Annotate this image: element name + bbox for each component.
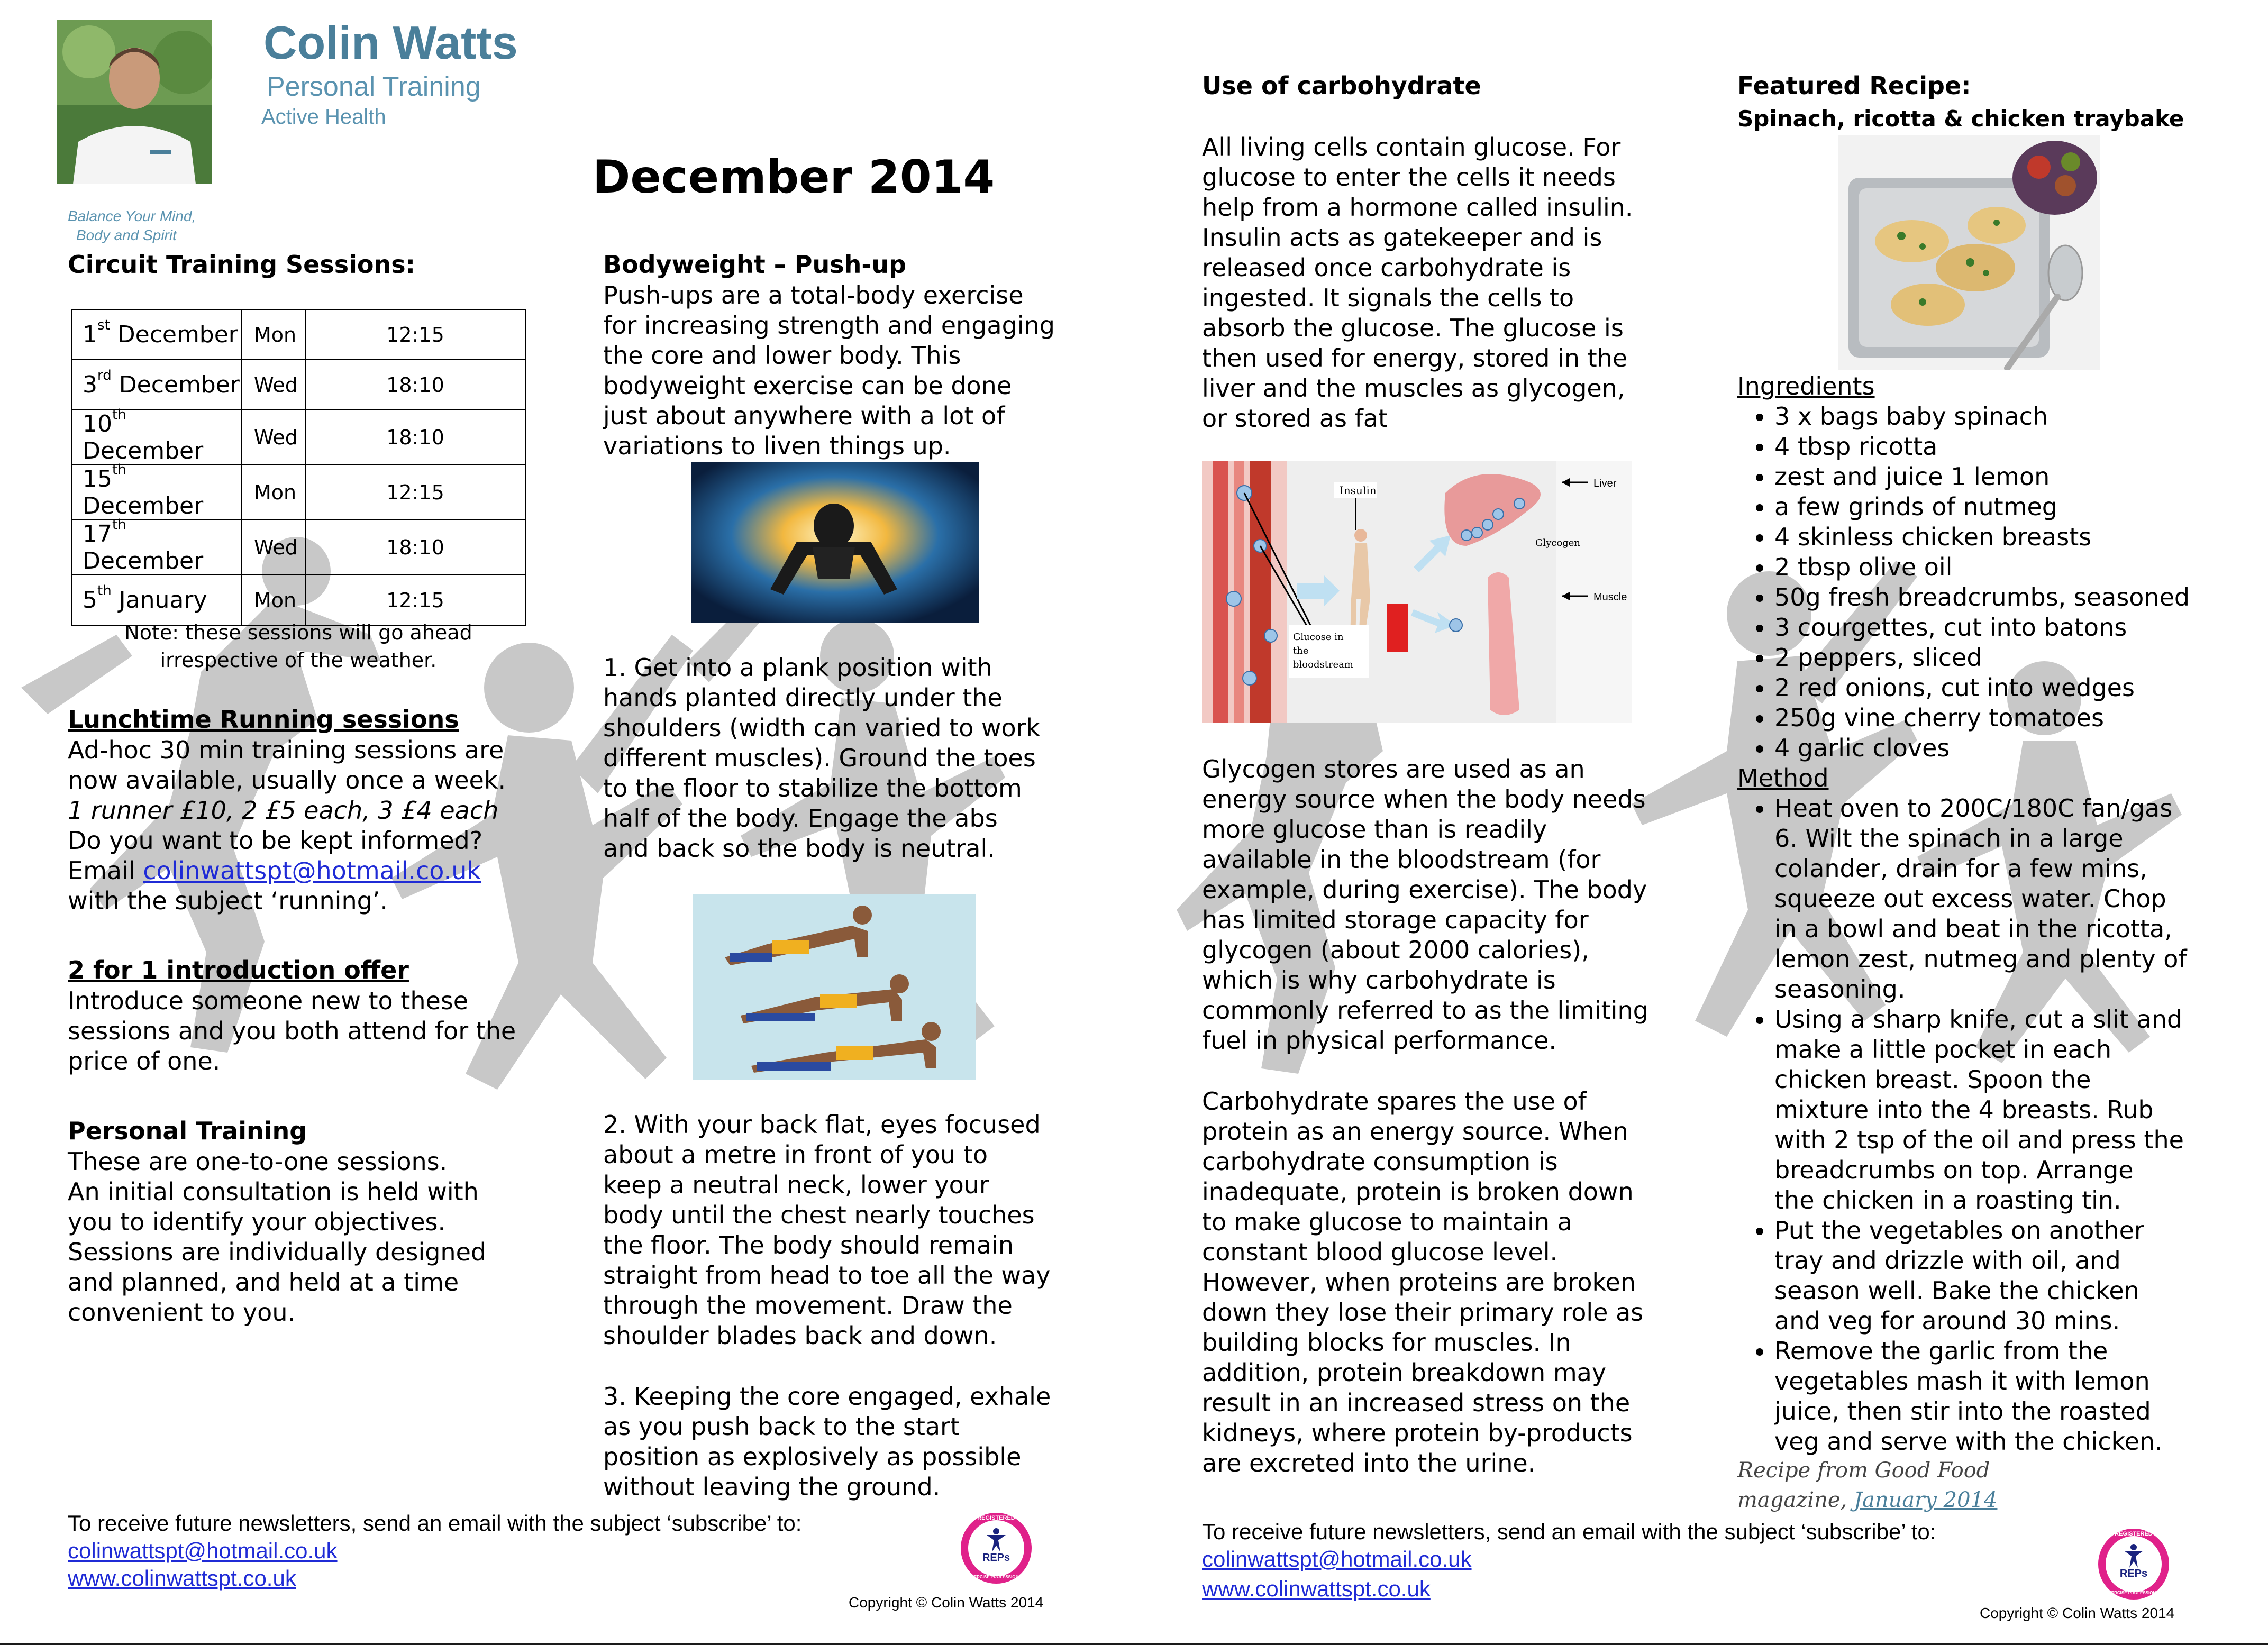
text-line: for increasing strength and engaging bbox=[603, 311, 1055, 340]
footer-copyright-right: Copyright © Colin Watts 2014 bbox=[1980, 1605, 2175, 1621]
diagram-glucose-label-1: Glucose in bbox=[1293, 632, 1344, 643]
text-line: mixture into the 4 breasts. Rub bbox=[1774, 1095, 2154, 1124]
text-line: shoulder blades back and down. bbox=[603, 1321, 997, 1350]
text-line: half of the body. Engage the abs bbox=[603, 804, 998, 833]
text-line: through the movement. Draw the bbox=[603, 1291, 1013, 1320]
recipe-heading: Featured Recipe: bbox=[1737, 71, 1971, 100]
method-heading: Method bbox=[1737, 764, 1829, 792]
newsletter-page-right bbox=[1134, 0, 2268, 1645]
session-date: 17th December bbox=[71, 520, 242, 575]
text-line: has limited storage capacity for bbox=[1202, 906, 1589, 934]
session-time: 18:10 bbox=[305, 410, 525, 465]
session-time: 12:15 bbox=[305, 575, 525, 625]
text-line: veg and serve with the chicken. bbox=[1774, 1427, 2163, 1456]
text-line: constant blood glucose level. bbox=[1202, 1238, 1558, 1266]
circuit-heading: Circuit Training Sessions: bbox=[68, 250, 416, 279]
pushup-step3 bbox=[603, 1382, 1111, 1502]
tagline-2: Body and Spirit bbox=[76, 227, 177, 243]
text-line: protein as an energy source. When bbox=[1202, 1117, 1628, 1146]
text-line: absorb the glucose. The glucose is bbox=[1202, 314, 1624, 342]
session-date: 10th December bbox=[71, 410, 242, 465]
text-line: kidneys, where protein by-products bbox=[1202, 1419, 1633, 1447]
diagram-insulin-label: Insulin bbox=[1340, 484, 1377, 497]
text-line: more glucose than is readily bbox=[1202, 815, 1547, 844]
text-line: vegetables mash it with lemon bbox=[1774, 1367, 2150, 1395]
sessions-note: Note: these sessions will go ahead irrespective of the weather. bbox=[124, 621, 472, 672]
list-item: • 250g vine cherry tomatoes bbox=[1774, 703, 2245, 733]
text-line: 2. With your back flat, eyes focused bbox=[603, 1110, 1041, 1139]
session-date: 3rd December bbox=[71, 360, 242, 410]
text-line: the core and lower body. This bbox=[603, 341, 961, 370]
text-line: and back so the body is neutral. bbox=[603, 834, 995, 863]
text-line: to make glucose to maintain a bbox=[1202, 1208, 1572, 1236]
issue-title: December 2014 bbox=[593, 151, 995, 204]
method-step bbox=[1774, 1004, 2245, 1216]
text-line: 1. Get into a plank position with bbox=[603, 653, 992, 682]
pushup-step2 bbox=[603, 1110, 1111, 1351]
text-line: inadequate, protein is broken down bbox=[1202, 1177, 1634, 1206]
method-list bbox=[1737, 793, 2245, 1457]
list-item: • 4 skinless chicken breasts bbox=[1774, 522, 2245, 552]
pushup-heading: Bodyweight – Push-up bbox=[603, 250, 907, 279]
text-line: make a little pocket in each bbox=[1774, 1035, 2112, 1064]
text-line: then used for energy, stored in the bbox=[1202, 344, 1628, 372]
text-line: ingested. It signals the cells to bbox=[1202, 284, 1574, 312]
text-line: to the floor to stabilize the bottom bbox=[603, 774, 1022, 802]
text-line: result in an increased stress on the bbox=[1202, 1388, 1631, 1417]
text-line: as you push back to the start bbox=[603, 1412, 960, 1441]
offer-text: Introduce someone new to these sessions and you both attend for the price of one. bbox=[68, 986, 516, 1075]
text-line: with 2 tsp of the oil and press the bbox=[1774, 1126, 2184, 1154]
text-line: • Put the vegetables on another bbox=[1774, 1216, 2144, 1245]
footer-email-link[interactable]: colinwattspt@hotmail.co.uk bbox=[68, 1538, 338, 1563]
carb-heading: Use of carbohydrate bbox=[1202, 71, 1481, 100]
tagline-1: Balance Your Mind, bbox=[68, 208, 196, 224]
pushup-photo bbox=[691, 462, 979, 623]
text-line: lemon zest, nutmeg and plenty of bbox=[1774, 945, 2187, 973]
table-row bbox=[71, 465, 525, 520]
text-line: Insulin acts as gatekeeper and is bbox=[1202, 223, 1602, 252]
text-line: variations to liven things up. bbox=[603, 432, 951, 460]
recipe-credit-link[interactable]: January 2014 bbox=[1853, 1488, 1998, 1512]
carb-para3 bbox=[1202, 1086, 1699, 1478]
pushup-intro bbox=[603, 280, 1111, 461]
diagram-glucose-label-2: the bbox=[1293, 645, 1309, 656]
text-line: 6. Wilt the spinach in a large bbox=[1774, 824, 2124, 853]
session-day: Mon bbox=[242, 309, 305, 360]
reps-figure-icon-right bbox=[2123, 1543, 2144, 1568]
text-line: addition, protein breakdown may bbox=[1202, 1358, 1607, 1387]
table-row bbox=[71, 575, 525, 625]
list-item: • 4 garlic cloves bbox=[1774, 733, 2245, 763]
running-email-link[interactable]: colinwattspt@hotmail.co.uk bbox=[143, 856, 481, 885]
running-heading: Lunchtime Running sessions bbox=[68, 705, 459, 734]
list-item: • 2 tbsp olive oil bbox=[1774, 552, 2245, 582]
table-row bbox=[71, 410, 525, 465]
text-line: shoulders (width can varied to work bbox=[603, 714, 1041, 742]
glucose-diagram bbox=[1202, 461, 1632, 723]
text-line: breadcrumbs on top. Arrange bbox=[1774, 1156, 2134, 1184]
footer-copyright: Copyright © Colin Watts 2014 bbox=[849, 1594, 1044, 1611]
text-line: Carbohydrate spares the use of bbox=[1202, 1087, 1587, 1116]
footer-email-link-right[interactable]: colinwattspt@hotmail.co.uk bbox=[1202, 1547, 1472, 1571]
text-line: energy source when the body needs bbox=[1202, 785, 1646, 814]
text-line: • Remove the garlic from the bbox=[1774, 1337, 2108, 1365]
text-line: season well. Bake the chicken bbox=[1774, 1276, 2139, 1305]
page-border-bottom bbox=[0, 1643, 2268, 1645]
text-line: available in the bloodstream (for bbox=[1202, 845, 1601, 874]
text-line: which is why carbohydrate is bbox=[1202, 966, 1556, 994]
offer-heading: 2 for 1 introduction offer bbox=[68, 956, 409, 984]
text-line: down they lose their primary role as bbox=[1202, 1298, 1644, 1327]
list-item: • zest and juice 1 lemon bbox=[1774, 462, 2245, 492]
text-line: liver and the muscles as glycogen, bbox=[1202, 374, 1625, 403]
recipe-title: Spinach, ricotta & chicken traybake bbox=[1737, 106, 2184, 132]
reps-badge-right: REGISTERED REPs EXERCISE PROFESSIONAL bbox=[2098, 1529, 2169, 1600]
text-line: Push-ups are a total-body exercise bbox=[603, 281, 1024, 309]
text-line: example, during exercise). The body bbox=[1202, 875, 1647, 904]
text-line: fuel in physical performance. bbox=[1202, 1026, 1557, 1055]
text-line: and veg for around 30 mins. bbox=[1774, 1306, 2120, 1335]
list-item: • 2 peppers, sliced bbox=[1774, 643, 2245, 673]
brand-name: Colin Watts bbox=[263, 16, 518, 69]
text-line: All living cells contain glucose. For bbox=[1202, 133, 1621, 161]
text-line: hands planted directly under the bbox=[603, 683, 1003, 712]
text-line: straight from head to toe all the way bbox=[603, 1261, 1051, 1290]
method-step bbox=[1774, 1216, 2245, 1336]
text-line: body until the chest nearly touches bbox=[603, 1201, 1035, 1229]
carb-para2 bbox=[1202, 754, 1699, 1056]
session-day: Mon bbox=[242, 465, 305, 520]
list-item: • 3 x bags baby spinach bbox=[1774, 401, 2245, 432]
pushup-illustration bbox=[693, 894, 976, 1080]
text-line: keep a neutral neck, lower your bbox=[603, 1171, 989, 1199]
session-day: Wed bbox=[242, 410, 305, 465]
list-item: • 4 tbsp ricotta bbox=[1774, 432, 2245, 462]
text-line: seasoning. bbox=[1774, 975, 1906, 1003]
list-item: • 50g fresh breadcrumbs, seasoned bbox=[1774, 582, 2245, 613]
text-line: colander, drain for a few mins, bbox=[1774, 854, 2147, 883]
reps-badge: REGISTERED REPs EXERCISE PROFESSIONAL bbox=[961, 1513, 1032, 1584]
session-time: 12:15 bbox=[305, 309, 525, 360]
ingredients-heading: Ingredients bbox=[1737, 372, 1875, 400]
sessions-table bbox=[71, 309, 526, 626]
footer-website-link-right[interactable]: www.colinwattspt.co.uk bbox=[1202, 1576, 1431, 1601]
recipe-photo bbox=[1838, 135, 2100, 370]
list-item: • 2 red onions, cut into wedges bbox=[1774, 673, 2245, 703]
trainer-photo bbox=[57, 20, 212, 184]
text-line: juice, then stir into the roasted bbox=[1774, 1397, 2151, 1425]
method-step bbox=[1774, 793, 2245, 1004]
table-row bbox=[71, 309, 525, 360]
session-time: 18:10 bbox=[305, 520, 525, 575]
session-day: Wed bbox=[242, 520, 305, 575]
table-row bbox=[71, 360, 525, 410]
pt-heading: Personal Training bbox=[68, 1117, 307, 1145]
session-date: 1st December bbox=[71, 309, 242, 360]
text-line: glucose to enter the cells it needs bbox=[1202, 163, 1616, 191]
text-line: about a metre in front of you to bbox=[603, 1140, 988, 1169]
brand-line2: Active Health bbox=[261, 105, 386, 129]
session-date: 15th December bbox=[71, 465, 242, 520]
text-line: 3. Keeping the core engaged, exhale bbox=[603, 1382, 1051, 1411]
recipe-credit: Recipe from Good Food magazine, January 2014 bbox=[1737, 1458, 1998, 1512]
text-line: the chicken in a roasting tin. bbox=[1774, 1186, 2121, 1214]
method-step bbox=[1774, 1336, 2245, 1457]
pushup-step1 bbox=[603, 653, 1111, 864]
carb-para1 bbox=[1202, 132, 1699, 434]
text-line: chicken breast. Spoon the bbox=[1774, 1065, 2091, 1094]
text-line: just about anywhere with a lot of bbox=[603, 401, 1005, 430]
text-line: without leaving the ground. bbox=[603, 1473, 941, 1501]
text-line: commonly referred to as the limiting bbox=[1202, 996, 1648, 1025]
list-item: • a few grinds of nutmeg bbox=[1774, 492, 2245, 522]
text-line: squeeze out excess water. Chop bbox=[1774, 884, 2166, 913]
text-line: the floor. The body should remain bbox=[603, 1231, 1014, 1259]
text-line: released once carbohydrate is bbox=[1202, 253, 1571, 282]
footer-subscribe: To receive future newsletters, send an email with the subject ‘subscribe’ to: bbox=[68, 1511, 802, 1536]
diagram-liver-label: Liver bbox=[1593, 478, 1617, 489]
text-line: or stored as fat bbox=[1202, 404, 1388, 433]
session-day: Wed bbox=[242, 360, 305, 410]
brand-line1: Personal Training bbox=[267, 71, 481, 102]
session-time: 12:15 bbox=[305, 465, 525, 520]
text-line: building blocks for muscles. In bbox=[1202, 1328, 1571, 1357]
text-line: in a bowl and beat in the ricotta, bbox=[1774, 915, 2172, 943]
text-line: position as explosively as possible bbox=[603, 1442, 1022, 1471]
text-line: bodyweight exercise can be done bbox=[603, 371, 1012, 400]
session-date: 5th January bbox=[71, 575, 242, 625]
diagram-glycogen-label: Glycogen bbox=[1535, 537, 1580, 549]
session-day: Mon bbox=[242, 575, 305, 625]
text-line: are excreted into the urine. bbox=[1202, 1449, 1536, 1477]
reps-figure-icon bbox=[986, 1528, 1007, 1552]
footer-website-link[interactable]: www.colinwattspt.co.uk bbox=[68, 1566, 296, 1591]
list-item: • 3 courgettes, cut into batons bbox=[1774, 613, 2245, 643]
diagram-muscle-label: Muscle bbox=[1593, 591, 1627, 603]
text-line: carbohydrate consumption is bbox=[1202, 1147, 1558, 1176]
diagram-glucose-label-3: bloodstream bbox=[1293, 659, 1354, 670]
text-line: • Heat oven to 200C/180C fan/gas bbox=[1774, 794, 2173, 823]
pt-text: These are one-to-one sessions. An initial consultation is held with you to identify your objectives. Sessions are individually designed and planned, and held at a time convenient to you. bbox=[68, 1147, 487, 1327]
text-line: • Using a sharp knife, cut a slit and bbox=[1774, 1005, 2183, 1034]
text-line: help from a hormone called insulin. bbox=[1202, 193, 1633, 222]
text-line: tray and drizzle with oil, and bbox=[1774, 1246, 2121, 1275]
table-row bbox=[71, 520, 525, 575]
running-text: Ad-hoc 30 min training sessions are now available, usually once a week. 1 runner £10, 2 £5 each, 3 £4 each Do you want to be kept informed? Email colinwattspt@hotmail.co.uk with the subject ‘running’. bbox=[68, 736, 506, 915]
footer-subscribe-right: To receive future newsletters, send an email with the subject ‘subscribe’ to: bbox=[1202, 1519, 1936, 1544]
session-time: 18:10 bbox=[305, 360, 525, 410]
text-line: However, when proteins are broken bbox=[1202, 1268, 1636, 1296]
ingredients-list bbox=[1737, 401, 2245, 763]
text-line: Glycogen stores are used as an bbox=[1202, 755, 1585, 783]
text-line: different muscles). Ground the toes bbox=[603, 744, 1036, 772]
text-line: glycogen (about 2000 calories), bbox=[1202, 936, 1589, 964]
